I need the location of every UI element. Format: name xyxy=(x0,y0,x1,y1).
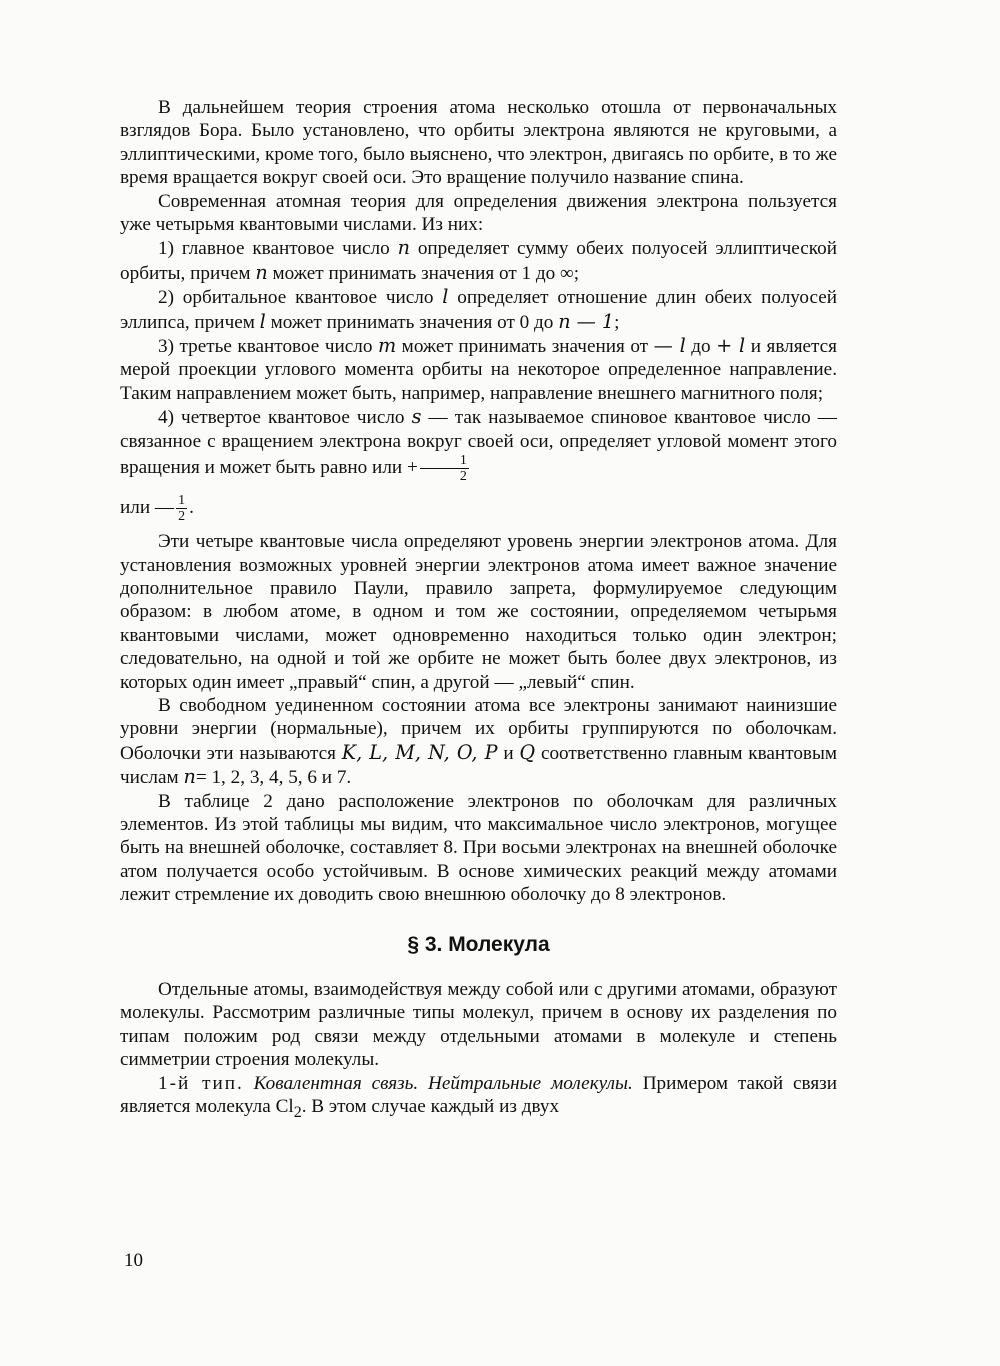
paragraph: Эти четыре квантовые числа определяют уровень энергии электронов атома. Для установления возможных уровней энергии электронов атома имеет важное значение дополнительное правило Паули, правило запрета, формулируемое следующим образом: в любом атоме, в одном и том же состоянии, определяемом четырьмя квантовыми числами, может одновременно находиться только один электрон; следовательно, на одной и той же орбите не может быть более двух электронов, из которых один имеет „правый“ спин, а другой — „левый“ спин. xyxy=(120,531,837,693)
list-item: 2) орбитальное квантовое число l определяет отношение длин обеих полуосей эллипса, причем l может принимать значения от 0 до n — 1; xyxy=(120,285,838,333)
fraction-one-half: $\frac{1}{2}$ xyxy=(178,493,186,525)
list-item: 4) четвертое квантовое число s — так называемое спиновое квантовое число — связанное с вращением электрона вокруг своей оси, определяет угловой момент этого вращения и может быть равно или + $\frac{1}{2}$ xyxy=(120,405,837,485)
paragraph: В дальнейшем теория строения атома несколько отошла от первоначальных взглядов Бора. Было установлено, что орбиты электрона являются не круговыми, а эллиптическими, кроме того, было выяснено, что электрон, двигаясь по орбите, в то же время вращается вокруг своей оси. Это вращение получило название спина. xyxy=(120,97,837,189)
list-item: 1) главное квантовое число n определяет сумму обеих полуосей эллиптической орбиты, причем n может принимать значения от 1 до ∞; xyxy=(120,236,837,284)
paragraph: В свободном уединенном состоянии атома все электроны занимают наинизшие уровни энергии (нормальные), причем их орбиты группируются по оболочкам. Оболочки эти называются K, L, M, N, O, P и Q соответственно главным квантовым числам n= 1, 2, 3, 4, 5, 6 и 7. xyxy=(120,694,838,789)
list-item: 3) третье квантовое число m может принимать значения от — l до + l и является мерой проекции углового момента орбиты на некоторое определенное направление. Таким направлением может быть, например, направление внешнего магнитного поля; xyxy=(120,334,837,404)
list-item-continuation: или — $\frac{1}{2}$ . xyxy=(120,493,194,525)
paragraph: В таблице 2 дано расположение электронов по оболочкам для различных элементов. Из этой таблицы мы видим, что максимальное число электронов, могущее быть на внешней оболочке, составляет 8. При восьми электронах на внешней оболочке атом получается особо устойчивым. В основе химических реакций между атомами лежит стремление их доводить свою внешнюю оболочку до 8 электронов. xyxy=(120,790,837,906)
paragraph: Современная атомная теория для определения движения электрона пользуется уже четырьмя квантовыми числами. Из них: xyxy=(120,190,837,236)
paragraph: 1-й тип. Ковалентная связь. Нейтральные молекулы. Примером такой связи является молекула $Cl_2$. В этом случае каждый из двух xyxy=(120,1072,838,1121)
fraction-one-half: $\frac{1}{2}$ xyxy=(420,453,469,484)
paragraph: Отдельные атомы, взаимодействуя между собой или с другими атомами, образуют молекулы. Рассмотрим различные типы молекул, причем в основу их разделения по типам положим род связи между отдельными атомами в молекуле и степень симметрии строения молекулы. xyxy=(120,979,837,1071)
page-number: 10 xyxy=(124,1250,143,1271)
section-heading: § 3. Молекула xyxy=(407,932,550,956)
page-body xyxy=(120,96,837,1124)
